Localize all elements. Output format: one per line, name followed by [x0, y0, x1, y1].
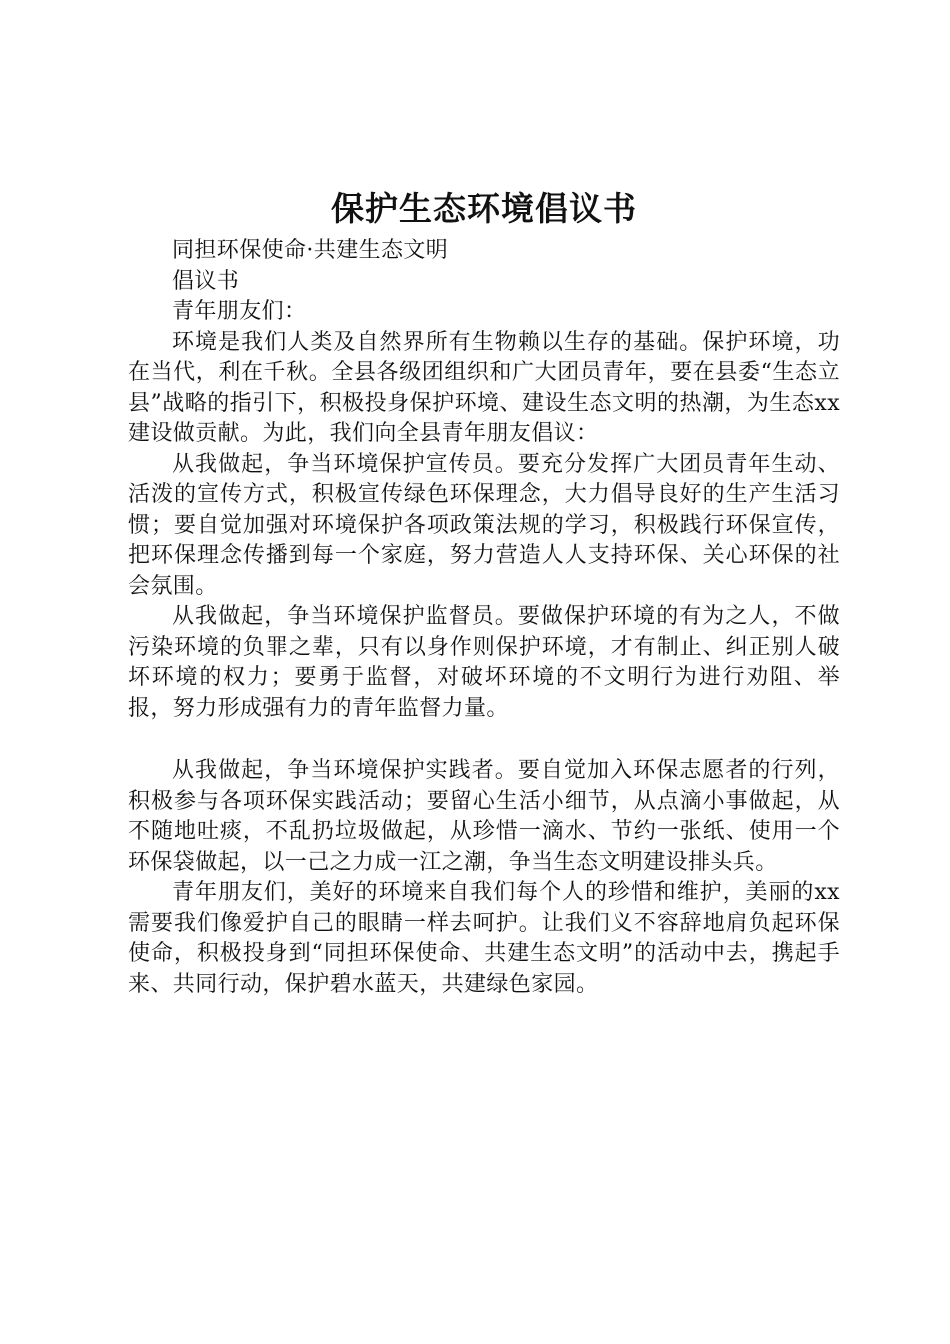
salutation: 青年朋友们：: [172, 299, 307, 324]
document-type-line: 倡议书: [172, 268, 240, 294]
document-title: 保护生态环境倡议书: [331, 189, 637, 228]
paragraph-practitioner: 从我做起，争当环境保护实践者。要自觉加入环保志愿者的行列，积极参与各项环保实践活动；要留心生活小细节，从点滴小事做起，从不随地吐痰，不乱扔垃圾做起，从珍惜一滴水、节约一张纸、使用一个环保袋做起，以一己之力成一江之潮，争当生态文明建设排头兵。: [128, 758, 840, 875]
paragraph-closing: 青年朋友们，美好的环境来自我们每个人的珍惜和维护，美丽的xx需要我们像爱护自己的眼睛一样去呵护。让我们义不容辞地肩负起环保使命，积极投身到“同担环保使命、共建生态文明”的活动中去，携起手来、共同行动，保护碧水蓝天，共建绿色家园。: [128, 880, 840, 997]
paragraph-supervisor: 从我做起，争当环境保护监督员。要做保护环境的有为之人，不做污染环境的负罪之辈，只有以身作则保护环境，才有制止、纠正别人破坏环境的权力；要勇于监督，对破坏环境的不文明行为进行劝阻、举报，努力形成强有力的青年监督力量。: [128, 604, 840, 721]
document-page: [128, 186, 840, 1000]
subtitle-line: 同担环保使命·共建生态文明: [172, 238, 449, 263]
paragraph-intro: 环境是我们人类及自然界所有生物赖以生存的基础。保护环境，功在当代，利在千秋。全县各级团组织和广大团员青年，要在县委“生态立县”战略的指引下，积极投身保护环境、建设生态文明的热潮，为生态xx建设做贡献。为此，我们向全县青年朋友倡议：: [128, 329, 840, 446]
paragraph-propagandist: 从我做起，争当环境保护宣传员。要充分发挥广大团员青年生动、活泼的宣传方式，积极宣传绿色环保理念，大力倡导良好的生产生活习惯；要自觉加强对环境保护各项政策法规的学习，积极践行环保宣传，把环保理念传播到每一个家庭，努力营造人人支持环保、关心环保的社会氛围。: [128, 451, 840, 599]
